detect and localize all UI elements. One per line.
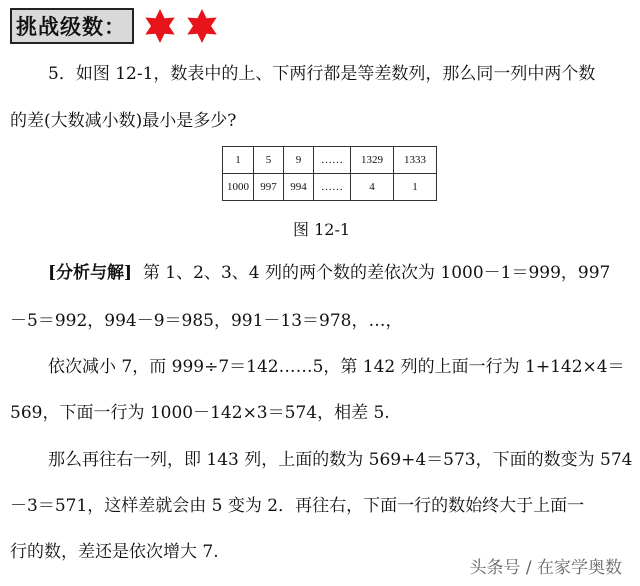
solution-line-2: －5＝992，994－9＝985，991－13＝978，…，: [10, 311, 403, 331]
table-cell: 9: [284, 147, 314, 174]
difficulty-stars: [142, 8, 226, 44]
table-cell: 1333: [394, 147, 437, 174]
table-cell: 997: [254, 174, 284, 201]
difficulty-label: 挑战级数：: [10, 8, 134, 44]
star-icon: [184, 8, 220, 44]
question-line-1: 5．如图 12-1，数表中的上、下两行都是等差数列，那么同一列中两个数: [48, 64, 596, 84]
solution-text: 第 1、2、3、4 列的两个数的差依次为 1000－1＝999，997: [142, 263, 611, 283]
table-cell: 5: [254, 147, 284, 174]
question-line-2: 的差(大数减小数)最小是多少?: [10, 111, 237, 131]
solution-line-7: 行的数，差还是依次增大 7.: [10, 542, 219, 562]
solution-line-1: [48, 262, 610, 284]
solution-line-3: 依次减小 7，而 999÷7＝142……5，第 142 列的上面一行为 1+142×4＝: [48, 357, 625, 377]
table-row: [223, 174, 437, 201]
table-cell: 1: [223, 147, 254, 174]
table-cell: 1000: [223, 174, 254, 201]
star-icon: [142, 8, 178, 44]
watermark: 头条号 / 在家学奥数: [469, 558, 622, 578]
solution-label: [分析与解]: [48, 263, 133, 283]
table-cell: ……: [314, 147, 351, 174]
solution-line-5: 那么再往右一列，即 143 列，上面的数为 569+4＝573，下面的数变为 574: [48, 450, 633, 470]
number-table: [222, 146, 437, 201]
solution-line-4: 569，下面一行为 1000－142×3＝574，相差 5.: [10, 403, 390, 423]
table-cell: 994: [284, 174, 314, 201]
solution-line-6: －3＝571，这样差就会由 5 变为 2．再往右，下面一行的数始终大于上面一: [10, 496, 585, 516]
table-cell: 1329: [351, 147, 394, 174]
table-cell: 4: [351, 174, 394, 201]
figure-caption: 图 12-1: [293, 220, 351, 239]
table-cell: 1: [394, 174, 437, 201]
difficulty-header: [10, 8, 226, 44]
table-cell: ……: [314, 174, 351, 201]
table-row: [223, 147, 437, 174]
